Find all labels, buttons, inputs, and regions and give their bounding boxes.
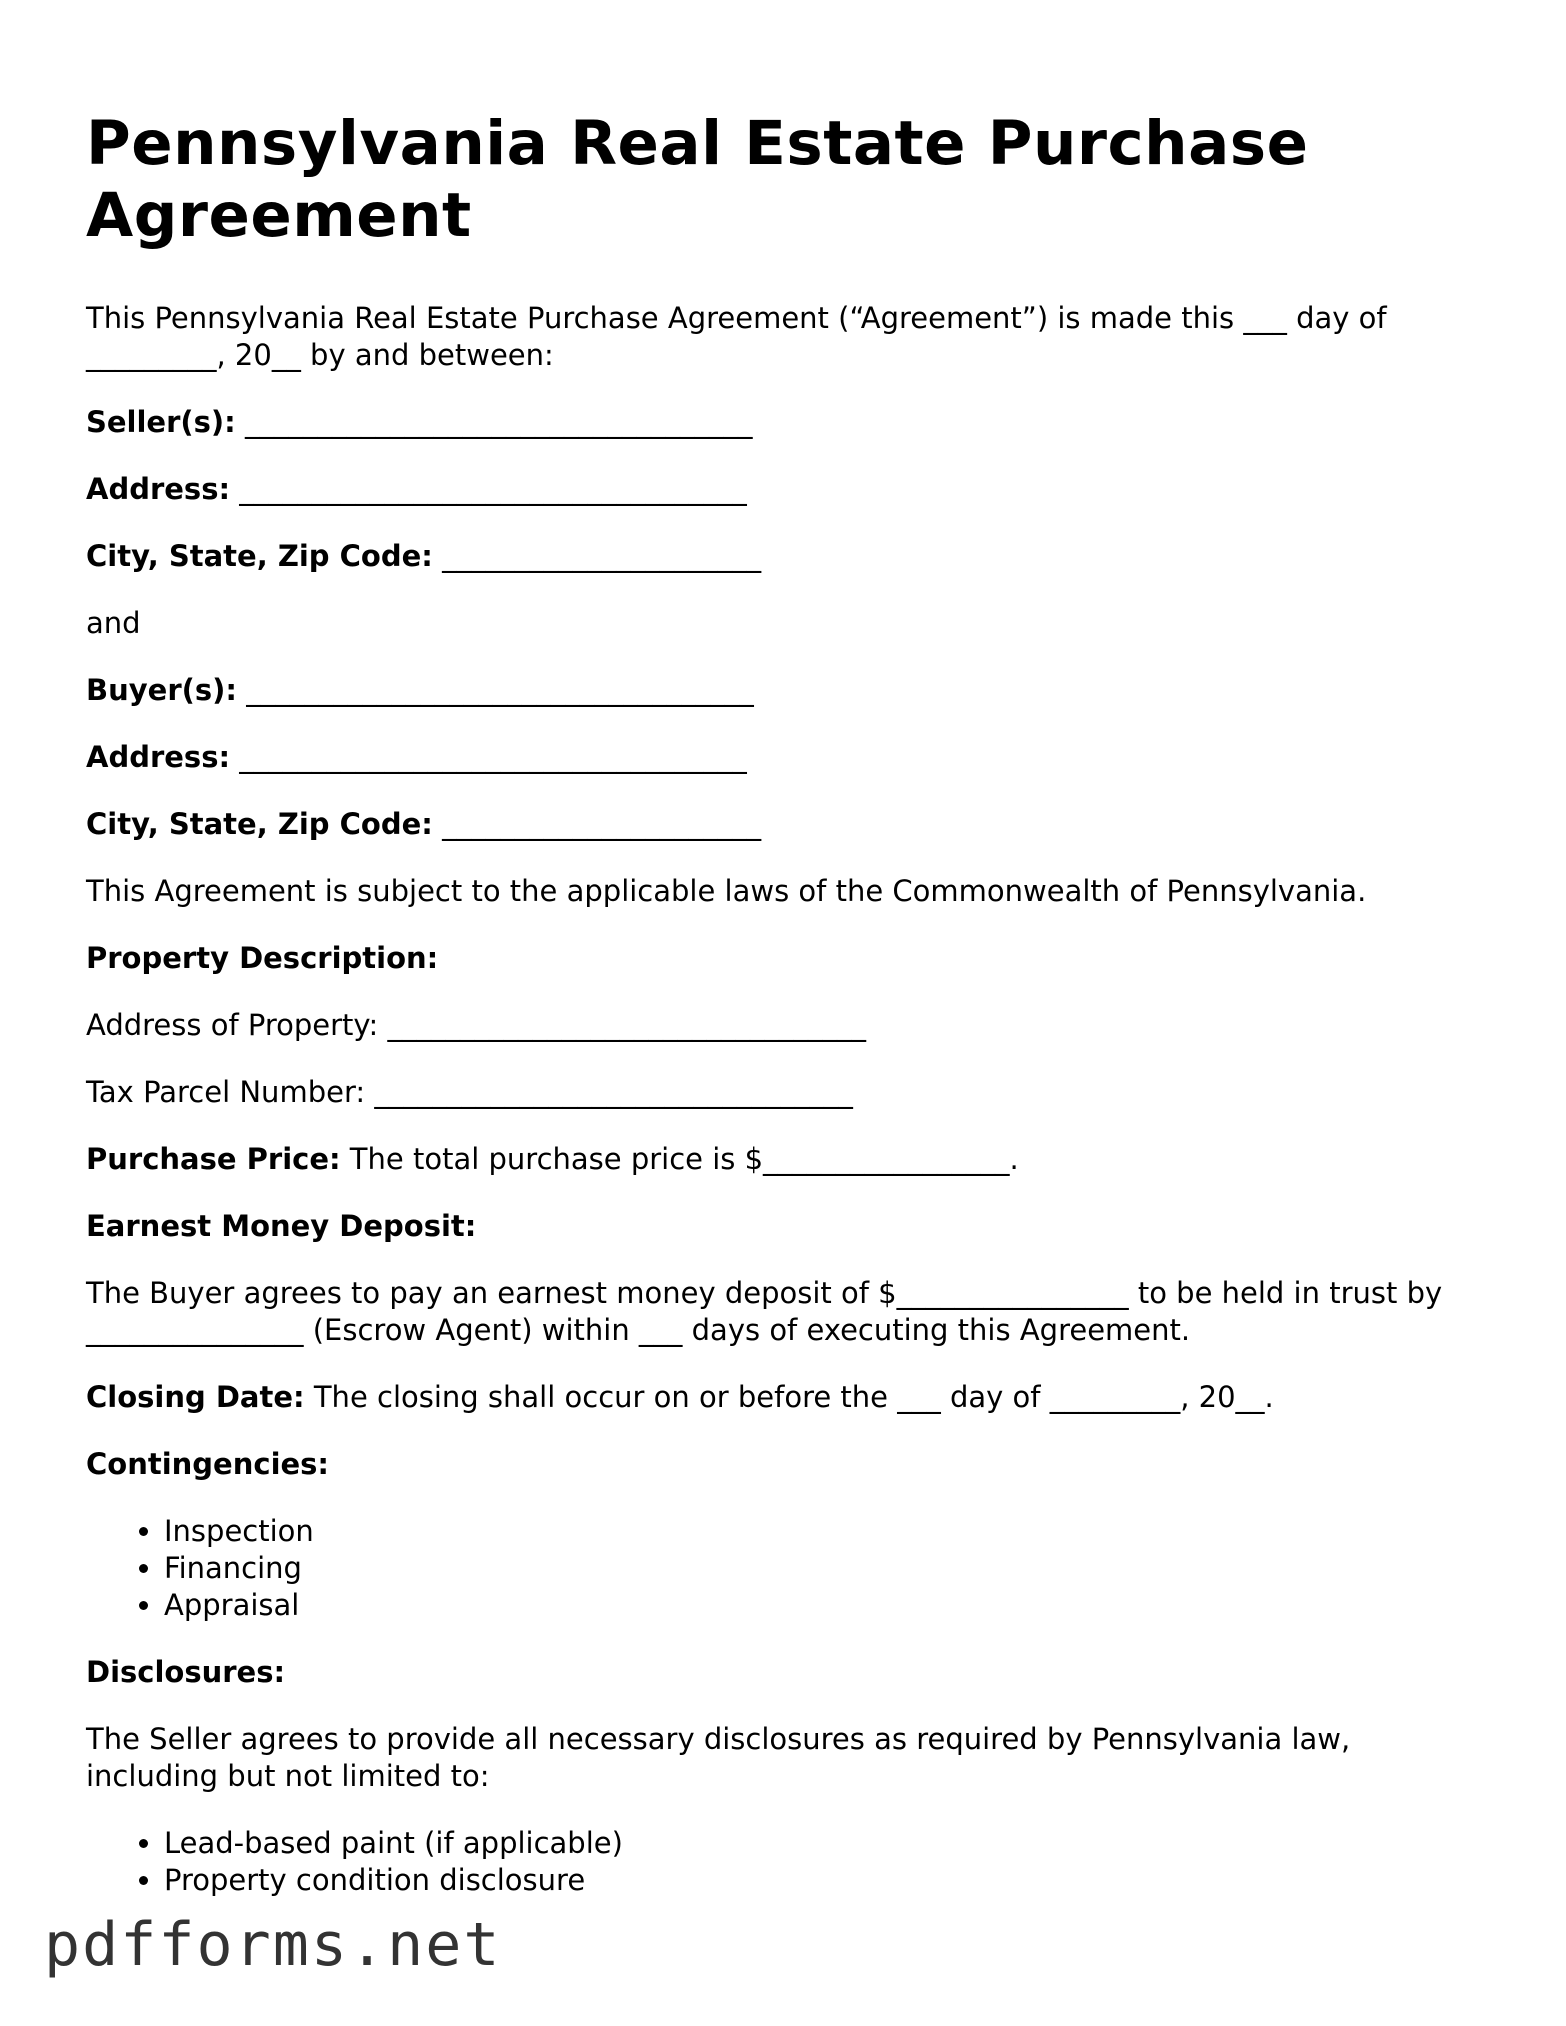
buyer-address-label: Address: [86,740,231,774]
closing-line [86,1379,1486,1416]
earnest-text: The Buyer agrees to pay an earnest money deposit of $________________ to be held in trust by _______________ (Escrow Agent) within ___ days of executing this Agreement. [86,1276,1443,1347]
and-text: and [86,606,141,640]
earnest-heading: Earnest Money Deposit: [86,1209,477,1243]
contingencies-heading: Contingencies: [86,1447,330,1481]
property-heading: Property Description: [86,941,439,975]
document-page [86,108,1486,1929]
closing-text: The closing shall occur on or before the ___ day of _________, 20__. [304,1380,1274,1414]
disclosures-list [86,1825,1486,1899]
seller-address-label: Address: [86,472,231,506]
buyer-address-line [86,739,1486,776]
buyer-name-blank: ___________________________________ [246,673,754,707]
list-item: • Lead-based paint (if applicable) [164,1825,1486,1862]
closing-label: Closing Date: [86,1380,305,1414]
seller-city-label: City, State, Zip Code: [86,539,433,573]
purchase-price-label: Purchase Price: [86,1142,341,1176]
property-address-line: Address of Property: _________________________________ [86,1008,866,1042]
seller-address-blank: ___________________________________ [239,472,747,506]
watermark-logo: pdfforms.net [44,1910,502,1980]
contingencies-list [86,1513,1486,1624]
seller-name-blank: ___________________________________ [245,405,753,439]
list-item: • Financing [164,1550,1486,1587]
buyer-name-line [86,672,1486,709]
disclosures-heading: Disclosures: [86,1655,286,1689]
list-item: • Inspection [164,1513,1486,1550]
seller-city-blank: ______________________ [442,539,762,573]
seller-name-label: Seller(s): [86,405,236,439]
tax-parcel-line: Tax Parcel Number: _________________________________ [86,1075,853,1109]
list-item: • Appraisal [164,1587,1486,1624]
list-item: • Property condition disclosure [164,1862,1486,1899]
buyer-city-label: City, State, Zip Code: [86,807,433,841]
buyer-city-blank: ______________________ [442,807,762,841]
purchase-price-text: The total purchase price is $_________________. [340,1142,1019,1176]
buyer-city-line [86,806,1486,843]
seller-city-line [86,538,1486,575]
document-title: Pennsylvania Real Estate Purchase Agreement [86,108,1309,251]
buyer-address-blank: ___________________________________ [239,740,747,774]
disclosures-text: The Seller agrees to provide all necessary disclosures as required by Pennsylvania law, including but not limited to: [86,1722,1351,1793]
governing-law-text: This Agreement is subject to the applicable laws of the Commonwealth of Pennsylvania. [86,874,1367,908]
seller-address-line [86,471,1486,508]
seller-name-line [86,404,1486,441]
buyer-name-label: Buyer(s): [86,673,237,707]
intro-paragraph: This Pennsylvania Real Estate Purchase Agreement (“Agreement”) is made this ___ day of _________, 20__ by and between: [86,301,1387,372]
purchase-price-line [86,1141,1486,1178]
